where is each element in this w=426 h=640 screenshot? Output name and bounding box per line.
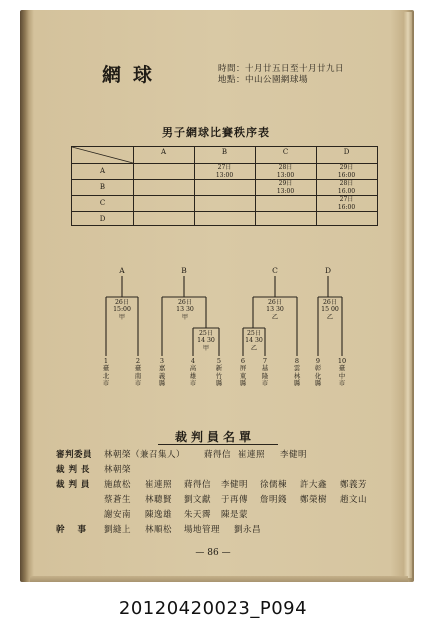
schedule-cell-line: 16:00 [337,171,356,179]
column-header: B [221,148,228,156]
referee-name: 崔連照 [238,450,266,460]
referee-role: 裁 判 長 [56,465,90,475]
row-header: A [99,167,106,175]
referee-name: 詹明錢 [260,495,288,505]
bracket-entry [259,358,271,388]
bracket-group-label: A [119,266,125,275]
referee-name: 施啟松 [104,480,132,490]
referee-name: 劉文獻 [184,495,212,505]
row-header: D [99,215,106,223]
referee-name: 鄭義芳 [340,480,368,490]
schedule-cell-line: 13:00 [215,171,234,179]
referee-name: 崔連照 [145,480,173,490]
bracket-group-label: D [324,266,331,275]
event-time: 時間：十月廿五日至十月廿九日 [218,64,345,74]
match-info-line: 26日 [177,299,193,306]
entry-number: 10 [337,357,347,365]
match-info-line: 26日 [322,299,338,306]
entry-number: 5 [216,357,222,365]
entry-number: 9 [315,357,321,365]
bracket-entry [156,358,168,388]
column-header: C [282,148,289,156]
referee-name: 場地管理 [184,525,221,535]
column-header: A [160,148,167,156]
schedule-title: 男子網球比賽秩序表 [162,126,270,139]
bracket-entry [237,358,249,388]
schedule-cell-line: 29日 [278,180,293,187]
entry-number: 4 [190,357,196,365]
referee-name: 劉永昌 [234,525,262,535]
schedule-cell-line: 27日 [339,196,354,203]
match-info-line: 13 30 [176,306,194,314]
bracket-entry [312,358,324,388]
match-info-line: 乙 [326,313,334,321]
match-info [262,299,288,321]
bracket-group-label: C [272,266,278,275]
match-info-line: 25日 [246,330,262,337]
referee-role: 幹 事 [56,525,87,535]
match-info-line: 26日 [267,299,283,306]
match-info-line: 乙 [250,344,258,352]
referee-name: 林聰賢 [145,495,173,505]
match-info-line: 甲 [118,313,126,321]
schedule-cell-line: 16.00 [337,187,356,195]
page-number: — 86 — [195,548,231,558]
match-info-line: 15:00 [113,306,131,314]
match-info-line: 14 30 [197,337,215,345]
entry-number: 7 [262,357,268,365]
match-info [195,330,217,352]
row-header: B [99,183,106,191]
entry-name: 嘉 義 縣 [158,364,166,388]
schedule-cell-line: 27日 [217,164,232,171]
entry-number: 3 [159,357,165,365]
referee-name: 陳逸雄 [145,510,173,520]
bracket-entry [187,358,199,388]
schedule-cell-line: 28日 [278,164,293,171]
match-info-line: 15 00 [321,306,339,314]
match-info [110,299,134,321]
entry-number: 8 [294,357,300,365]
referee-list-title: 裁判員名單 [174,430,255,444]
referee-name: 徐儒棟 [260,480,288,490]
match-info-line: 乙 [271,313,279,321]
match-info-line: 甲 [181,313,189,321]
entry-number: 6 [240,357,246,365]
entry-name: 臺 北 市 [102,364,110,388]
referee-name: 許大鑫 [300,480,328,490]
match-info-line: 13 30 [266,306,284,314]
referee-name: 劉縫上 [104,525,132,535]
entry-name: 臺 南 市 [134,364,142,388]
bracket-group-label: B [181,266,187,275]
schedule-cell-line: 13:00 [276,187,295,195]
referee-name: 陳是蒙 [221,510,249,520]
entry-name: 雲 林 縣 [293,364,301,388]
bracket-entry [100,358,112,388]
bracket-entry [336,358,348,388]
entry-name: 屏 東 縣 [239,364,247,388]
referee-name: 朱天霽 [184,510,212,520]
entry-name: 臺 中 市 [338,364,346,388]
image-caption: 20120420023_P094 [118,598,308,619]
match-info [172,299,198,321]
schedule-cell-line: 29日 [339,164,354,171]
match-info [319,299,341,321]
referee-name: 鄭榮樹 [300,495,328,505]
entry-name: 基 隆 市 [261,364,269,388]
referee-name: 蔡蒼生 [104,495,132,505]
referee-name: 謝安南 [104,510,132,520]
match-info [244,330,264,352]
schedule-cell-line: 13:00 [276,171,295,179]
bracket-entry [291,358,303,388]
title-underline [158,444,278,445]
referee-name: 蔣得信 [204,450,232,460]
entry-name: 高 雄 市 [189,364,197,388]
schedule-cell-line: 16:00 [337,203,356,211]
match-info-line: 25日 [198,330,214,337]
referee-name: 林朝棨 [104,465,132,475]
match-info-line: 甲 [202,344,210,352]
referee-name: 趙文山 [340,495,368,505]
entry-name: 新 竹 縣 [215,364,223,388]
referee-role: 審判委員 [56,450,93,460]
entry-number: 1 [103,357,109,365]
event-venue: 地點：中山公園網球場 [218,75,309,85]
referee-name: 林朝棨（兼召集人） [104,450,186,460]
entry-number: 2 [135,357,141,365]
page-title: 網球 [102,64,165,86]
referee-role: 裁 判 員 [56,480,90,490]
bracket-entry [132,358,144,388]
referee-name: 李健明 [221,480,249,490]
referee-name: 李健明 [280,450,308,460]
bracket-entry [213,358,225,388]
referee-name: 林順松 [145,525,173,535]
column-header: D [343,148,350,156]
entry-name: 彰 化 縣 [314,364,322,388]
match-info-line: 26日 [114,299,130,306]
row-header: C [99,199,106,207]
referee-name: 于再傳 [221,495,249,505]
match-info-line: 14 30 [245,337,263,345]
schedule-cell-line: 28日 [339,180,354,187]
referee-name: 蔣得信 [184,480,212,490]
